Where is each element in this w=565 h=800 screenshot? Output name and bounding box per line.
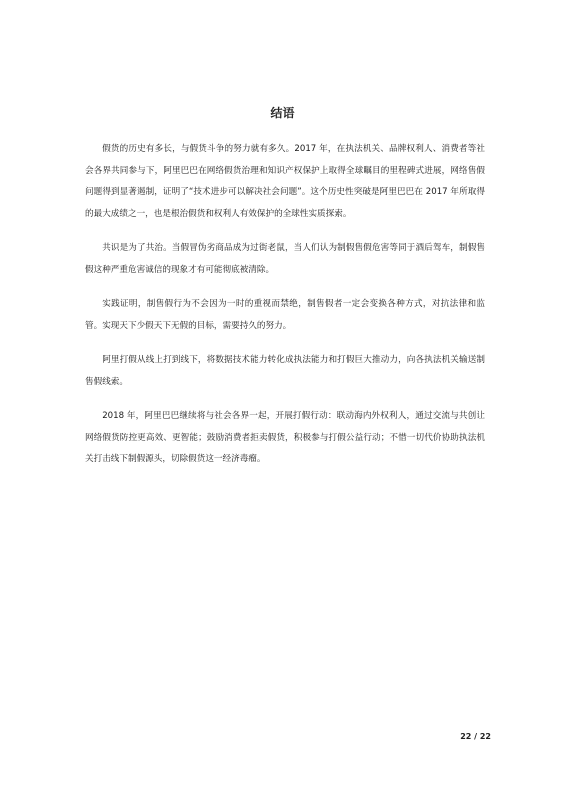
body-text (85, 139, 485, 484)
paragraph-4: 阿里打假从线上打到线下，将数据技术能力转化成执法能力和打假巨大推动力，向各执法机关输送制售假线索。 (85, 355, 485, 387)
paragraph-3: 实践证明，制售假行为不会因为一时的重视而禁绝，制售假者一定会变换各种方式，对抗法律和监管。实现天下少假天下无假的目标，需要持久的努力。 (85, 299, 485, 331)
paragraph-2: 共识是为了共治。当假冒伪劣商品成为过街老鼠，当人们认为制假售假危害等同于酒后驾车，制假售假这种严重危害诚信的现象才有可能彻底被清除。 (85, 243, 485, 275)
page-number: 22 / 22 (460, 732, 491, 741)
paragraph-5: 2018 年，阿里巴巴继续将与社会各界一起，开展打假行动：联动海内外权利人，通过交流与共创让网络假货防控更高效、更智能；鼓励消费者拒卖假货，积极参与打假公益行动；不惜一切代价协助执法机关打击线下制假源头，切除假货这一经济毒瘤。 (85, 411, 485, 464)
page-title: 结语 (270, 106, 295, 120)
paragraph-1: 假货的历史有多长，与假货斗争的努力就有多久。2017 年，在执法机关、品牌权利人、消费者等社会各界共同参与下，阿里巴巴在网络假货治理和知识产权保护上取得全球瞩目的里程碑式进展，网络售假问题得到显著遏制，证明了“技术进步可以解决社会问题”。这个历史性突破是阿里巴巴在 2017 年所取得的最大成绩之一，也是根治假货和权利人有效保护的全球性实质探索。 (85, 144, 485, 219)
